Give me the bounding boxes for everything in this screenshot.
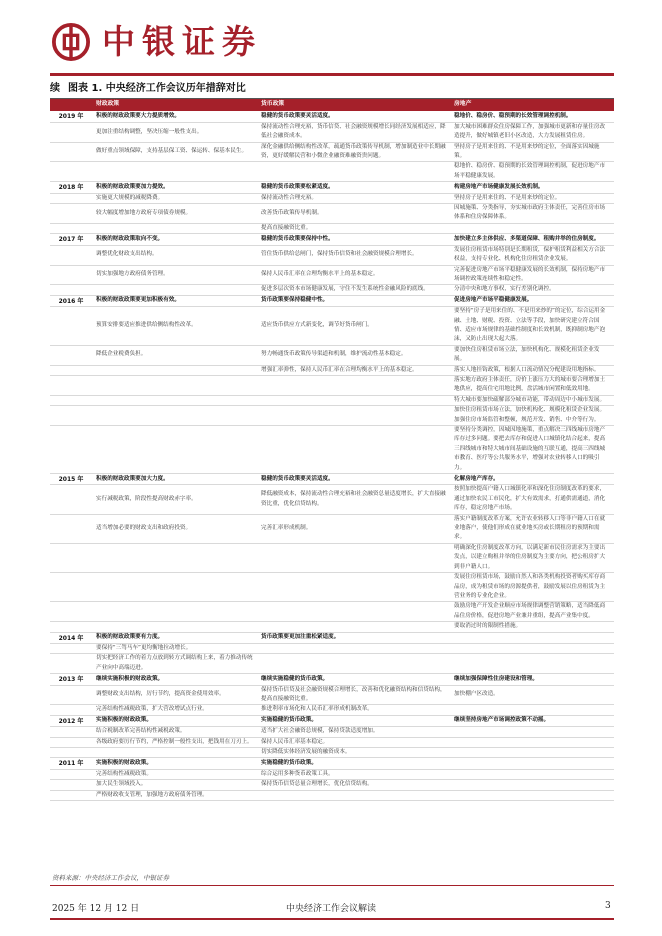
- table-row: [50, 245, 614, 265]
- realestate-cell: 因城施策、分类指导，夯实城市政府主体责任，完善住房市场体系和住房保障体系。: [450, 204, 614, 224]
- fiscal-cell: 切实把经济工作的着力点放到转方式调结构上来，着力推动传统产业向中高端迈进。: [92, 654, 257, 674]
- monetary-cell: 保持货币信贷总量合理增长，优化信贷结构。: [257, 780, 450, 790]
- realestate-cell: 坚持房子是用来住的、不是用来炒的定位。: [450, 193, 614, 203]
- table-row: [50, 182, 614, 193]
- realestate-cell: [450, 654, 614, 674]
- year-cell: [50, 727, 92, 737]
- realestate-cell: [450, 790, 614, 800]
- year-cell: [50, 307, 92, 346]
- fiscal-cell: 完善结构性减税政策。: [92, 769, 257, 779]
- year-cell: [50, 654, 92, 674]
- realestate-cell: 坚持房子是用来住的、不是用来炒的定位，全面落实因城施策。: [450, 142, 614, 162]
- fiscal-cell: 积极的财政政策取向不变。: [92, 234, 257, 245]
- monetary-cell: 稳健的货币政策要保持中性。: [257, 234, 450, 245]
- page-header: [0, 0, 662, 80]
- fiscal-cell: [92, 285, 257, 295]
- monetary-cell: 货币政策要保持稳健中性。: [257, 295, 450, 306]
- realestate-cell: 鼓励房地产开发企业顺应市场规律调整营销策略，适当降低商品住房价格，促进房地产业兼并重组，提高产业集中度。: [450, 602, 614, 622]
- fiscal-cell: [92, 543, 257, 572]
- table-row: [50, 705, 614, 715]
- monetary-cell: [257, 573, 450, 602]
- realestate-cell: [450, 758, 614, 769]
- table-row: [50, 485, 614, 514]
- table-row: [50, 285, 614, 295]
- realestate-cell: 稳地价、稳房价、稳预期的长效管理调控机制。: [450, 111, 614, 122]
- realestate-cell: 加快棚户区改造。: [450, 685, 614, 705]
- realestate-cell: 加大城市困难群众住房保障工作，加强城市更新和存量住房改造提升，做好城镇老旧小区改造，大力发展租赁住房。: [450, 122, 614, 142]
- monetary-cell: 适应货币供应方式新变化，调节好货币闸门。: [257, 307, 450, 346]
- realestate-cell: 落实地方政府主体责任，房价上涨压力大的城市要合理增加土地供应，提高住宅用地比例，盘活城市闲置和低效用地。: [450, 375, 614, 395]
- fiscal-cell: 实施积极的财政政策。: [92, 758, 257, 769]
- table-row: [50, 295, 614, 306]
- footer-rule: [50, 885, 614, 886]
- monetary-cell: 保持流动性合理充裕。: [257, 193, 450, 203]
- table-row: [50, 193, 614, 203]
- year-cell: [50, 223, 92, 233]
- realestate-cell: 发展住房租赁市场，鼓励自然人和各类机构投资者购买库存商品房，成为租赁市场的房源提供者，鼓励发展以住房租赁为主营业务的专业化企业。: [450, 573, 614, 602]
- realestate-cell: 要坚持分类调控，因城因地施策，重点解决三四线城市房地产库存过多问题。要把去库存和促进人口城镇化结合起来，提高三四线城市和特大城市间基础设施的互联互通，提高三四线城市教育、医疗等公共服务水平，增强对农业转移人口的吸引力。: [450, 426, 614, 474]
- fiscal-cell: 各级政府要厉行节约，严格控制一般性支出，把钱用在刀刃上。: [92, 737, 257, 747]
- fiscal-cell: 继续实施积极的财政政策。: [92, 674, 257, 685]
- realestate-cell: 完善促进房地产市场平稳健康发展的长效机制，保持房地产市场调控政策连续性和稳定性。: [450, 265, 614, 285]
- source-note: 资料来源：中央经济工作会议，中银证券: [52, 874, 169, 882]
- table-row: [50, 790, 614, 800]
- year-cell: [50, 395, 92, 405]
- fiscal-cell: 降低企业税费负担。: [92, 345, 257, 365]
- monetary-cell: [257, 162, 450, 182]
- fiscal-cell: [92, 748, 257, 758]
- fiscal-cell: [92, 162, 257, 182]
- fiscal-cell: 更加注重结构调整，坚决压缩一般性支出。: [92, 122, 257, 142]
- footer-bottom-rule: [50, 918, 614, 920]
- monetary-cell: 改善货币政策传导机制。: [257, 204, 450, 224]
- table-row: [50, 474, 614, 485]
- year-cell: [50, 265, 92, 285]
- header-year: [50, 99, 92, 111]
- year-cell: 2012 年: [50, 715, 92, 726]
- monetary-cell: [257, 543, 450, 572]
- realestate-cell: 继续加强保障性住房建设和管理。: [450, 674, 614, 685]
- fiscal-cell: 做好重点领域保障，支持基层保工资、保运转、保基本民生。: [92, 142, 257, 162]
- table-row: [50, 223, 614, 233]
- monetary-cell: 货币政策要更加注重松紧适度。: [257, 632, 450, 643]
- monetary-cell: 促进多层次资本市场健康发展，守住不发生系统性金融风险的底线。: [257, 285, 450, 295]
- realestate-cell: [450, 769, 614, 779]
- monetary-cell: 降低融资成本，保持流动性合理充裕和社会融资总量适度增长，扩大直接融资比重，优化信贷结构。: [257, 485, 450, 514]
- realestate-cell: 化解房地产库存。: [450, 474, 614, 485]
- year-cell: [50, 193, 92, 203]
- table-row: [50, 234, 614, 245]
- fiscal-cell: [92, 365, 257, 375]
- year-cell: 2019 年: [50, 111, 92, 122]
- year-cell: 2017 年: [50, 234, 92, 245]
- monetary-cell: 实施稳健的货币政策。: [257, 715, 450, 726]
- fiscal-cell: 调整财政支出结构，厉行节约，提高资金使用效率。: [92, 685, 257, 705]
- realestate-cell: 明确深化住房制度改革方向，以满足新市民住房需求为主要出发点，以建立购租并举的住房制度为主要方向，把公租房扩大到非户籍人口。: [450, 543, 614, 572]
- brand-name: 中银证券: [102, 22, 262, 61]
- realestate-cell: [450, 727, 614, 737]
- realestate-cell: [450, 780, 614, 790]
- monetary-cell: [257, 406, 450, 426]
- monetary-cell: [257, 622, 450, 632]
- year-cell: [50, 426, 92, 474]
- monetary-cell: [257, 395, 450, 405]
- fiscal-cell: 积极的财政政策要有力度。: [92, 632, 257, 643]
- monetary-cell: 实施稳健的货币政策。: [257, 758, 450, 769]
- footer-date: 2025 年 12 月 12 日: [52, 904, 140, 914]
- table-row: [50, 632, 614, 643]
- table-row: [50, 111, 614, 122]
- fiscal-cell: 预算安排要适应推进供给侧结构性改革。: [92, 307, 257, 346]
- fiscal-cell: [92, 395, 257, 405]
- year-cell: [50, 543, 92, 572]
- fiscal-cell: 积极的财政政策要更加积极有效。: [92, 295, 257, 306]
- table-row: [50, 602, 614, 622]
- header-fiscal: 财政政策: [92, 99, 257, 111]
- realestate-cell: [450, 737, 614, 747]
- monetary-cell: 适当扩大社会融资总规模，保持贷款适度增加。: [257, 727, 450, 737]
- fiscal-cell: 要保持“三驾马车”更均衡地拉动增长。: [92, 643, 257, 653]
- header-rule: [50, 73, 614, 76]
- realestate-cell: 稳地价、稳房价、稳预期的长效管理调控机制，促进房地产市场平稳健康发展。: [450, 162, 614, 182]
- monetary-cell: 深化金融供给侧结构性改革，疏通货币政策传导机制，增加制造业中长期融资，更好缓解民营和小微企业融资难融资贵问题。: [257, 142, 450, 162]
- table-row: [50, 685, 614, 705]
- table-row: [50, 643, 614, 653]
- year-cell: [50, 514, 92, 543]
- monetary-cell: 保持货币信贷及社会融资规模合理增长，改善和优化融资结构和信贷结构，提高直接融资比重。: [257, 685, 450, 705]
- monetary-cell: [257, 654, 450, 674]
- year-cell: [50, 204, 92, 224]
- monetary-cell: 稳健的货币政策要灵活适度。: [257, 474, 450, 485]
- fiscal-cell: [92, 573, 257, 602]
- year-cell: [50, 643, 92, 653]
- figure-caption: 图表 1. 中央经济工作会议历年措辞对比: [68, 83, 246, 94]
- table-row: [50, 573, 614, 602]
- table-row: [50, 654, 614, 674]
- year-cell: [50, 769, 92, 779]
- monetary-cell: 稳健的货币政策要松紧适度。: [257, 182, 450, 193]
- monetary-cell: 稳健的货币政策要灵活适度。: [257, 111, 450, 122]
- year-cell: [50, 122, 92, 142]
- monetary-cell: 保持流动性合理充裕，货币信贷、社会融资规模增长同经济发展相适应，降低社会融资成本。: [257, 122, 450, 142]
- table-row: [50, 543, 614, 572]
- table-row: [50, 514, 614, 543]
- year-cell: [50, 345, 92, 365]
- realestate-cell: [450, 705, 614, 715]
- table-row: [50, 365, 614, 375]
- year-cell: [50, 573, 92, 602]
- fiscal-cell: 实行减税政策，阶段性提高财政赤字率。: [92, 485, 257, 514]
- page-number: 3: [605, 901, 611, 911]
- realestate-cell: 落实户籍制度改革方案，允许农业转移人口等非户籍人口在就业地落户，使他们形成在就业地买房或长期租房的预期和需求。: [450, 514, 614, 543]
- monetary-cell: 保持人民币汇率在合理均衡水平上的基本稳定。: [257, 265, 450, 285]
- monetary-cell: 保持人民币汇率基本稳定。: [257, 737, 450, 747]
- year-cell: [50, 622, 92, 632]
- table-row: [50, 727, 614, 737]
- fiscal-cell: [92, 223, 257, 233]
- fiscal-cell: [92, 426, 257, 474]
- table-row: [50, 307, 614, 346]
- fiscal-cell: 调整优化财政支出结构。: [92, 245, 257, 265]
- realestate-cell: 按照加快提高户籍人口城镇化率和深化住房制度改革的要求，通过加快农民工市民化，扩大有效需求，打通供需通道，消化库存，稳定房地产市场。: [450, 485, 614, 514]
- table-row: [50, 769, 614, 779]
- monetary-cell: [257, 375, 450, 395]
- year-cell: 2015 年: [50, 474, 92, 485]
- year-cell: [50, 705, 92, 715]
- year-cell: [50, 485, 92, 514]
- fiscal-cell: 切实加强地方政府债务管理。: [92, 265, 257, 285]
- table-row: [50, 375, 614, 395]
- header-monetary: 货币政策: [257, 99, 450, 111]
- realestate-cell: 要取消过时的限制性措施。: [450, 622, 614, 632]
- table-header-row: [50, 99, 614, 111]
- fiscal-cell: 适当增加必要的财政支出和政府投资。: [92, 514, 257, 543]
- year-cell: [50, 790, 92, 800]
- monetary-cell: 管住货币供给总闸门，保持货币信贷和社会融资规模合理增长。: [257, 245, 450, 265]
- year-cell: [50, 748, 92, 758]
- monetary-cell: [257, 602, 450, 622]
- year-cell: [50, 162, 92, 182]
- monetary-cell: 继续实施稳健的货币政策。: [257, 674, 450, 685]
- figure-prefix: 续: [50, 83, 60, 94]
- monetary-cell: 努力畅通货币政策传导渠道和机制，维护流动性基本稳定。: [257, 345, 450, 365]
- table-row: [50, 748, 614, 758]
- monetary-cell: [257, 426, 450, 474]
- table-row: [50, 737, 614, 747]
- table-row: [50, 426, 614, 474]
- table-row: [50, 758, 614, 769]
- monetary-cell: 推进利率市场化和人民币汇率形成机制改革。: [257, 705, 450, 715]
- fiscal-cell: 完善结构性减税政策，扩大营改增试点行业。: [92, 705, 257, 715]
- fiscal-cell: 严格财政收支管理，加强地方政府债务管理。: [92, 790, 257, 800]
- year-cell: [50, 375, 92, 395]
- table-row: [50, 406, 614, 426]
- realestate-cell: [450, 643, 614, 653]
- table-row: [50, 142, 614, 162]
- year-cell: [50, 406, 92, 426]
- year-cell: 2014 年: [50, 632, 92, 643]
- fiscal-cell: 实施积极的财政政策。: [92, 715, 257, 726]
- year-cell: [50, 602, 92, 622]
- year-cell: [50, 737, 92, 747]
- policy-comparison-table: [50, 99, 614, 801]
- realestate-cell: 落实人地挂钩政策，根据人口流动情况分配建设用地指标。: [450, 365, 614, 375]
- bank-logo-icon: [52, 23, 90, 61]
- fiscal-cell: 结合税制改革完善结构性减税政策。: [92, 727, 257, 737]
- table-row: [50, 674, 614, 685]
- fiscal-cell: 实施更大规模的减税降费。: [92, 193, 257, 203]
- monetary-cell: 增强汇率弹性，保持人民币汇率在合理均衡水平上的基本稳定。: [257, 365, 450, 375]
- table-row: [50, 162, 614, 182]
- monetary-cell: 切实降低实体经济发展的融资成本。: [257, 748, 450, 758]
- table-row: [50, 715, 614, 726]
- table-row: [50, 395, 614, 405]
- realestate-cell: 加快建立多主体供应、多渠道保障、租购并举的住房制度。: [450, 234, 614, 245]
- realestate-cell: [450, 223, 614, 233]
- header-realestate: 房地产: [450, 99, 614, 111]
- monetary-cell: 完善汇率形成机制。: [257, 514, 450, 543]
- realestate-cell: [450, 632, 614, 643]
- year-cell: 2013 年: [50, 674, 92, 685]
- table-row: [50, 345, 614, 365]
- monetary-cell: [257, 790, 450, 800]
- year-cell: [50, 685, 92, 705]
- year-cell: [50, 285, 92, 295]
- realestate-cell: 加快住房租赁市场立法，加快机构化、规模化租赁企业发展。加强住房市场监管和整顿，规范开发、销售、中介等行为。: [450, 406, 614, 426]
- year-cell: [50, 365, 92, 375]
- realestate-cell: 要坚持“房子是用来住的、不是用来炒的”的定位，综合运用金融、土地、财税、投资、立法等手段，加快研究建立符合国情、适应市场规律的基础性制度和长效机制，既抑制房地产泡沫，又防止出现大起大落。: [450, 307, 614, 346]
- realestate-cell: 促进房地产市场平稳健康发展。: [450, 295, 614, 306]
- fiscal-cell: 积极的财政政策要加力提效。: [92, 182, 257, 193]
- table-row: [50, 265, 614, 285]
- fiscal-cell: 较大幅度增加地方政府专项债券规模。: [92, 204, 257, 224]
- year-cell: 2018 年: [50, 182, 92, 193]
- monetary-cell: [257, 643, 450, 653]
- fiscal-cell: 积极的财政政策要大力提质增效。: [92, 111, 257, 122]
- fiscal-cell: [92, 375, 257, 395]
- fiscal-cell: [92, 406, 257, 426]
- year-cell: [50, 142, 92, 162]
- fiscal-cell: [92, 622, 257, 632]
- table-row: [50, 204, 614, 224]
- table-row: [50, 780, 614, 790]
- realestate-cell: 构建房地产市场健康发展长效机制。: [450, 182, 614, 193]
- fiscal-cell: 积极的财政政策要加大力度。: [92, 474, 257, 485]
- monetary-cell: 综合运用多种货币政策工具。: [257, 769, 450, 779]
- realestate-cell: 分清中央和地方事权，实行差别化调控。: [450, 285, 614, 295]
- table-row: [50, 122, 614, 142]
- realestate-cell: 发展住房租赁市场特别是长期租赁，保护租赁利益相关方合法权益，支持专业化、机构化住房租赁企业发展。: [450, 245, 614, 265]
- year-cell: [50, 245, 92, 265]
- year-cell: 2011 年: [50, 758, 92, 769]
- realestate-cell: 要加快住房租赁市场立法，加快机构化、规模化租赁企业发展。: [450, 345, 614, 365]
- fiscal-cell: 加大民生领域投入。: [92, 780, 257, 790]
- monetary-cell: 提高直接融资比重。: [257, 223, 450, 233]
- table-row: [50, 622, 614, 632]
- realestate-cell: 继续坚持房地产市场调控政策不动摇。: [450, 715, 614, 726]
- realestate-cell: 特大城市要加快疏解部分城市功能，带动周边中小城市发展。: [450, 395, 614, 405]
- year-cell: 2016 年: [50, 295, 92, 306]
- figure-title: [50, 82, 254, 96]
- realestate-cell: [450, 748, 614, 758]
- year-cell: [50, 780, 92, 790]
- fiscal-cell: [92, 602, 257, 622]
- footer-title: 中央经济工作会议解读: [285, 904, 376, 914]
